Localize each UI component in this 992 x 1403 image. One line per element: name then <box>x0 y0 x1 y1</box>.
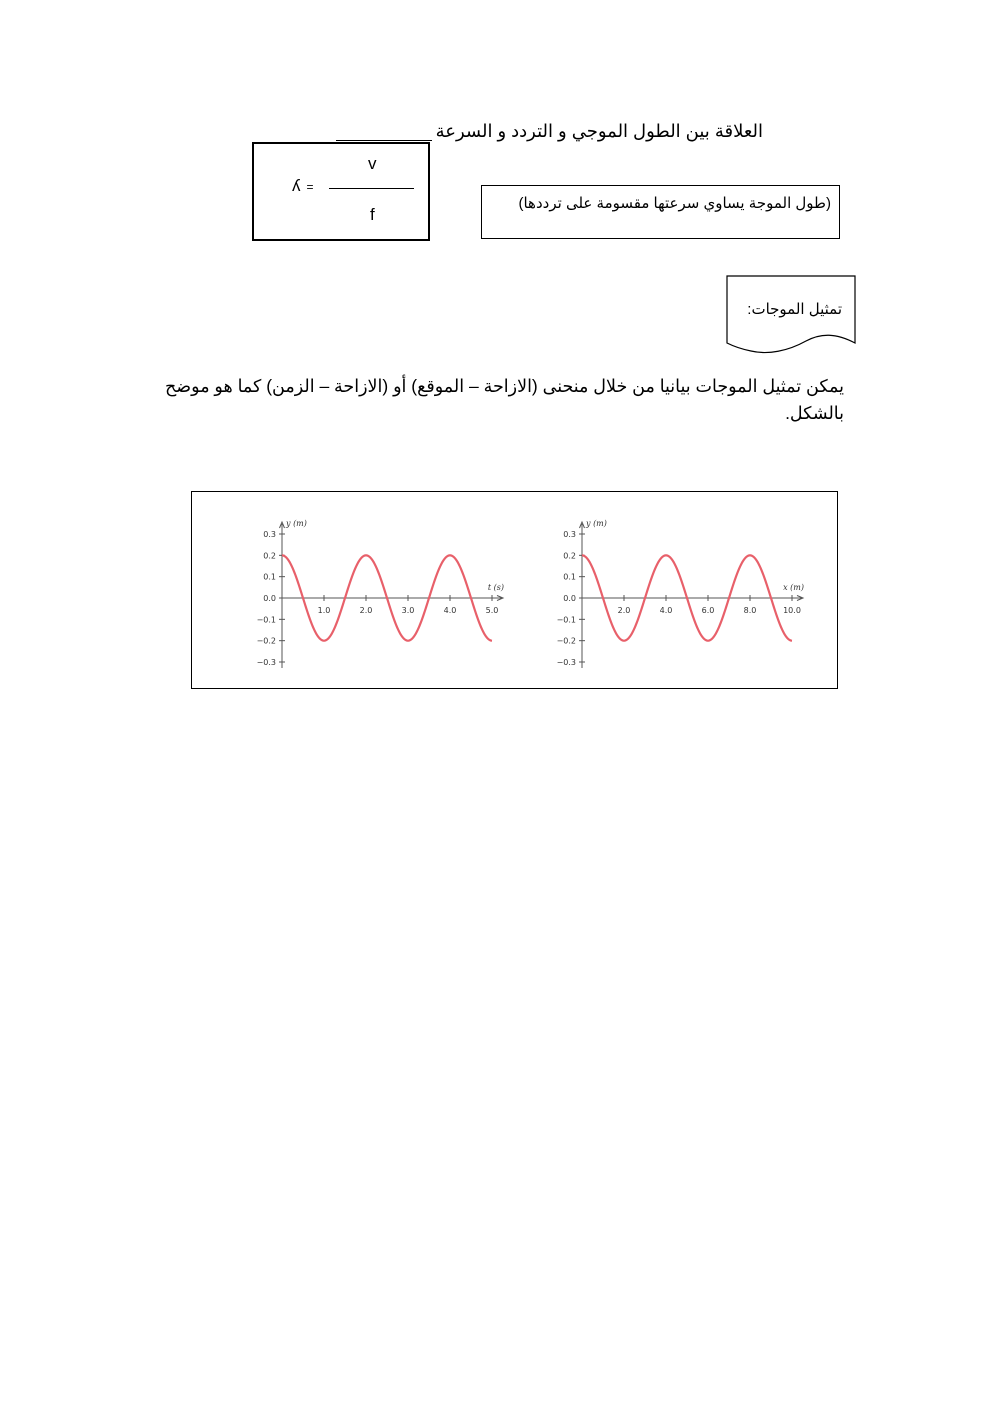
body-paragraph: يمكن تمثيل الموجات بيانيا من خلال منحنى (الازاحة – الموقع) أو (الازاحة – الزمن) كما هو موضح بالشكل. <box>165 376 844 423</box>
chart-displacement-position <box>532 512 822 682</box>
y-tick-label: 0.0 <box>563 594 576 603</box>
definition-box <box>481 185 840 239</box>
y-axis-title: y (m) <box>286 519 307 528</box>
y-tick-label: −0.2 <box>256 636 276 646</box>
section-heading: العلاقة بين الطول الموجي و التردد و السرعة <box>435 121 763 141</box>
chart-displacement-time <box>232 512 512 682</box>
x-tick-label: 4.0 <box>443 606 457 615</box>
y-tick-label: −0.1 <box>556 615 576 625</box>
definition-text: (طول الموجة يساوي سرعتها مقسومة على ترددها) <box>518 195 831 212</box>
x-tick-label: 2.0 <box>359 606 373 615</box>
y-tick-label: −0.1 <box>256 615 276 625</box>
x-tick-label: 4.0 <box>659 606 673 615</box>
y-tick-label: −0.3 <box>556 658 576 667</box>
y-tick-label: 0.2 <box>263 551 276 561</box>
formula-lhs <box>292 176 314 196</box>
y-tick-label: 0.3 <box>263 530 276 539</box>
y-axis-title: y (m) <box>586 519 607 528</box>
y-tick-label: 0.0 <box>263 594 276 603</box>
y-tick-label: 0.1 <box>263 572 276 582</box>
y-tick-label: −0.2 <box>556 636 576 646</box>
y-tick-label: 0.1 <box>563 572 576 582</box>
formula-box <box>252 142 430 241</box>
x-tick-label: 8.0 <box>743 606 757 615</box>
x-tick-label: 5.0 <box>485 606 499 615</box>
x-tick-label: 2.0 <box>617 606 631 615</box>
section-title: تمثيل الموجات: <box>747 301 842 318</box>
x-tick-label: 1.0 <box>317 606 331 615</box>
formula-denominator: f <box>370 205 375 224</box>
formula-numerator: v <box>368 154 377 173</box>
x-tick-label: 3.0 <box>401 606 415 615</box>
x-tick-label: 6.0 <box>701 606 715 615</box>
formula-lambda: ʎ <box>292 176 301 195</box>
formula-equals: = <box>306 180 314 194</box>
figure-box <box>191 491 838 689</box>
fraction-bar <box>329 188 414 189</box>
x-tick-label: 10.0 <box>783 606 801 615</box>
y-tick-label: 0.3 <box>563 530 576 539</box>
heading-underline <box>336 140 432 141</box>
x-axis-title: x (m) <box>783 583 804 592</box>
y-tick-label: 0.2 <box>563 551 576 561</box>
y-tick-label: −0.3 <box>256 658 276 667</box>
x-axis-title: t (s) <box>487 583 504 592</box>
